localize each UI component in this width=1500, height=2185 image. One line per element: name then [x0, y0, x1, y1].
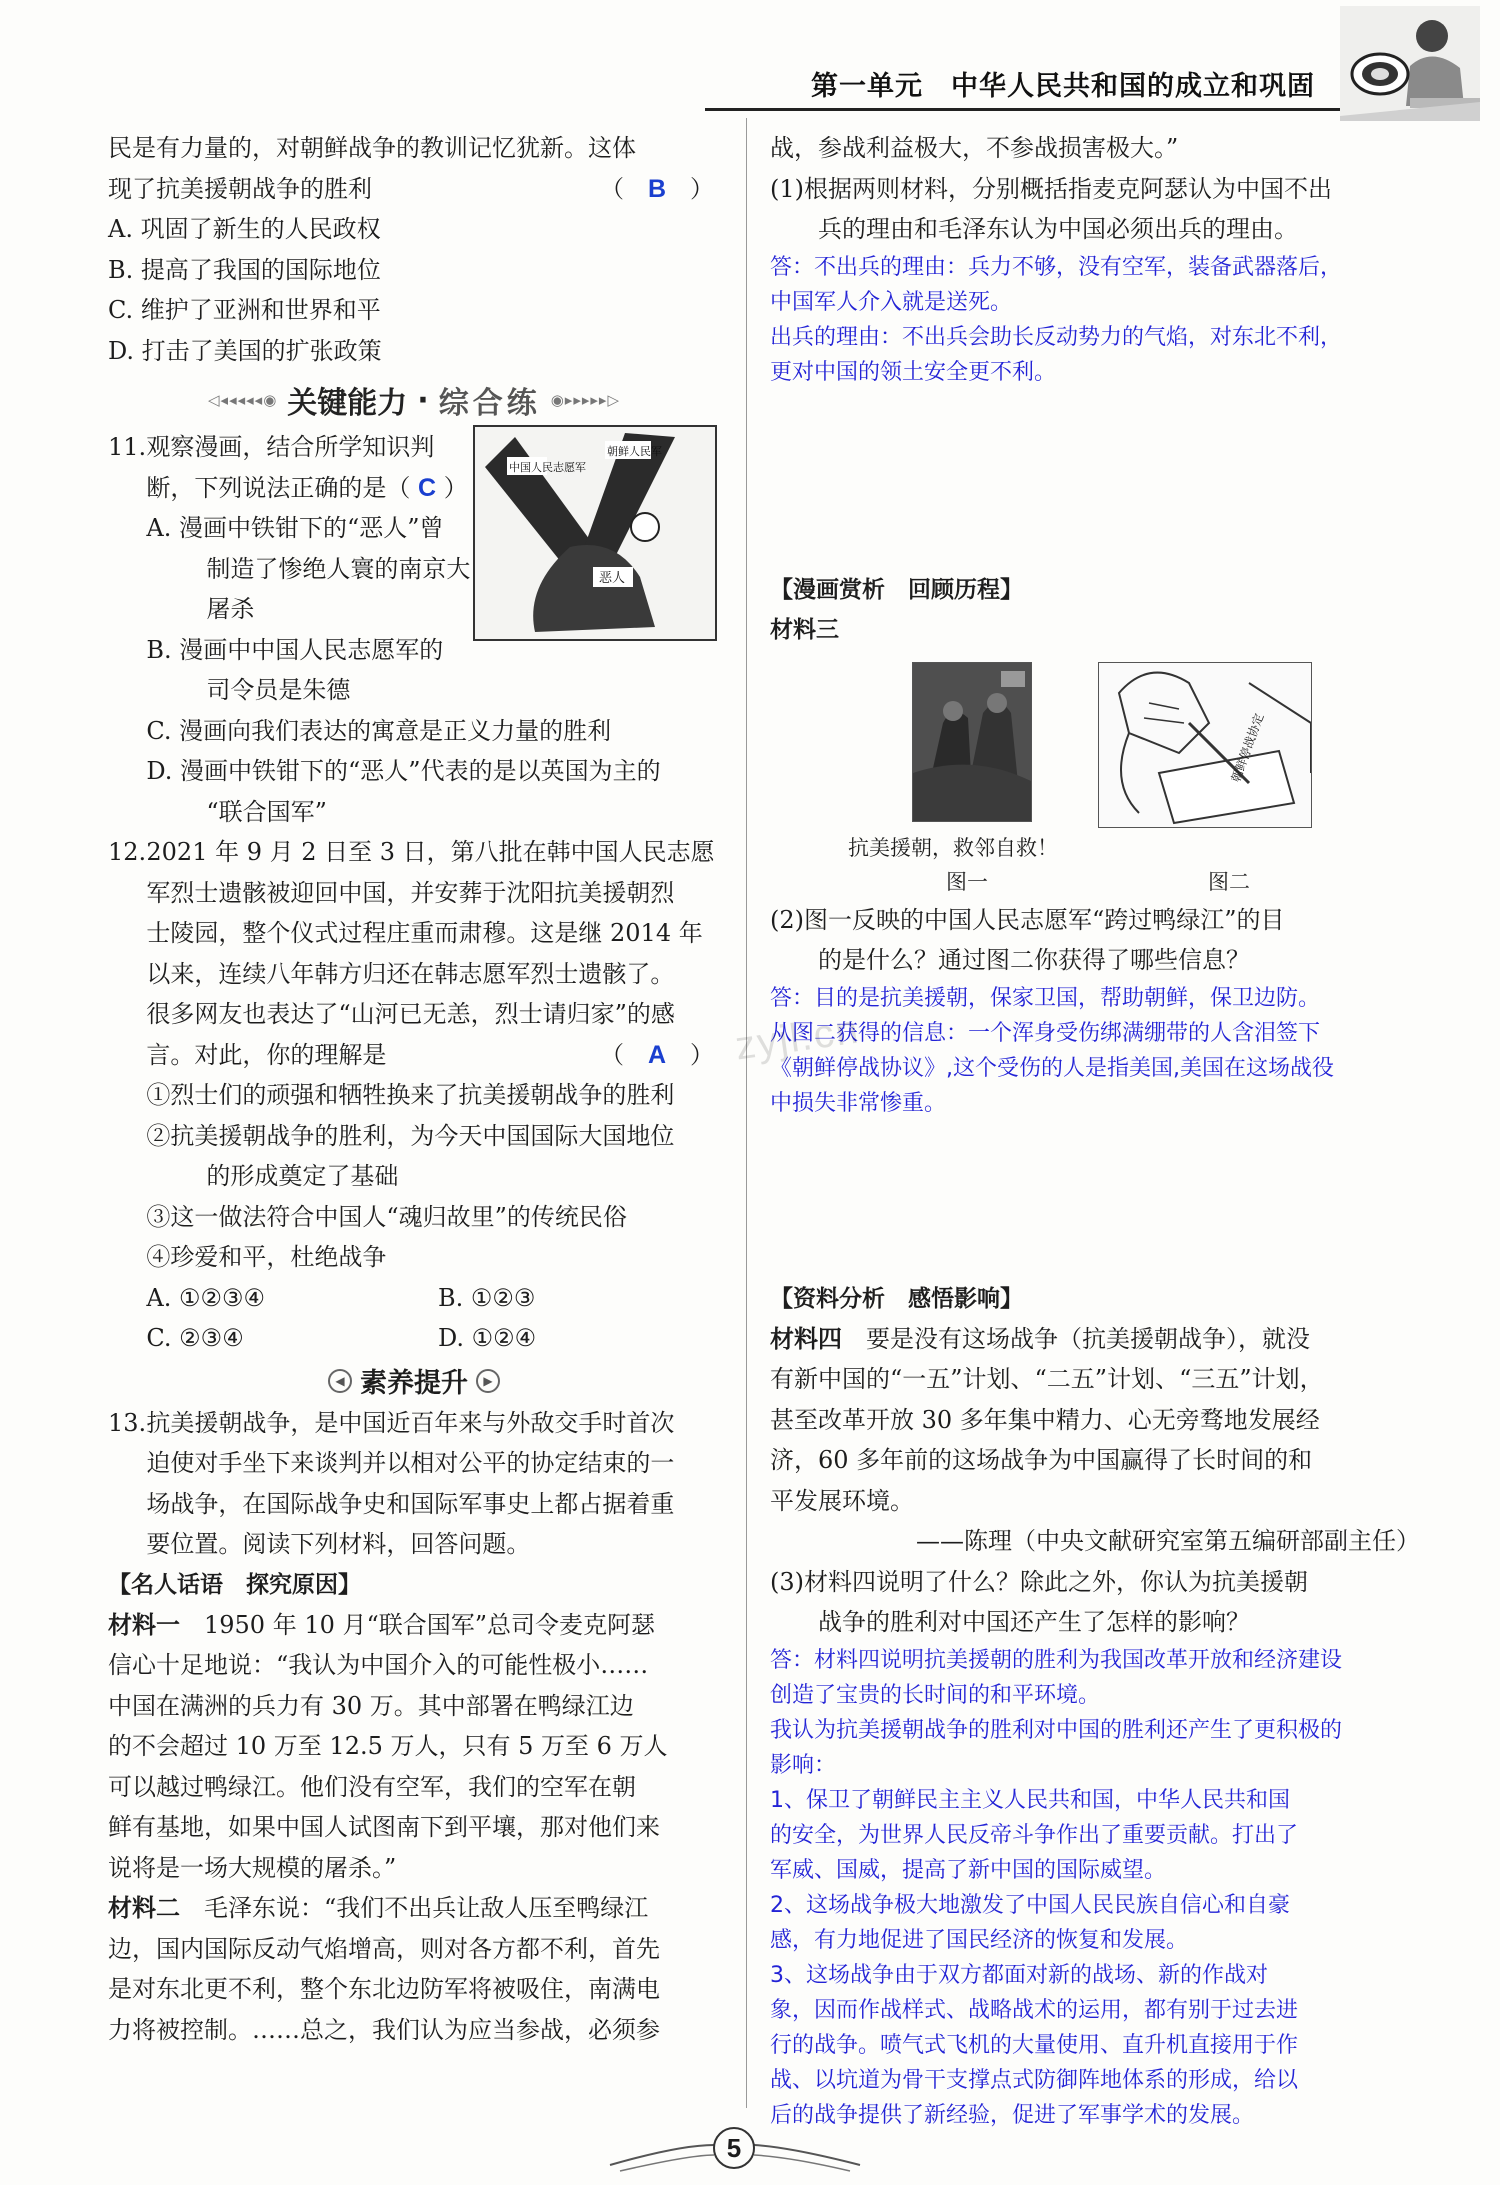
question-12: 12.2021 年 9 月 2 日至 3 日，第八批在韩中国人民志愿 军烈士遗骸被迎回中国，并安葬于沈阳抗美援朝烈 士陵园，整个仪式过程庄重而肃穆。这是继 2014 年 以来，连续八年韩方归还在韩志愿军烈士遗骸了。 很多网友也表达了“山河已无恙，烈士请归家”的感 言。对此，你的理解是 （ A ） ①烈士们的顽强和牺牲换来了抗美援朝战争的胜利 ②抗美援朝战争的胜利，为今天中国国际大国地位 的形成奠定了基础 ③这一做法符合中国人“魂归故里”的传统民俗 ④珍爱和平，杜绝战争 A. ①②③④ B. ①②③ C. ②③④ D. ①②④	[108, 832, 720, 1359]
student-reading-logo-icon	[1340, 6, 1480, 121]
cartoon-label-volunteers: 中国人民志愿军	[509, 461, 586, 474]
left-column: 民是有力量的，对朝鲜战争的教训记忆犹新。这体 现了抗美援朝战争的胜利 （ B ） A. 巩固了新生的人民政权 B. 提高了我国的国际地位 C. 维护了亚洲和世界和平 D. 打击了美国的扩张政策 ◁◂◂◂◂◂◉ 关键能力 · 综合练 ◉▸▸▸▸▸▷ 11.观察漫画，结合所学知识判 断，下列说法正确的是（ C ） A. 漫画中铁钳下的“恶人”曾 制造了惨绝人寰的南京大 屠杀 B. 漫画中中国人民志愿军的 司令员是朱德 C. 漫画向我们表达的寓意是正义力量的胜利 D. 漫画中铁钳下的“恶人”代表的是以英国为主的 “联合国军” 中国人民志愿军 朝鲜人民军 恶人 12.2021 年 9 月 2 日至 3 日，第八批在韩中国人民志愿 军烈士遗骸被迎回中国，并安葬于沈阳抗美援朝烈 士陵园，整个仪式过程庄重而肃穆。这是继 2014 年 以来，连续八年韩方归还在韩志愿军烈士遗骸了。 很多网友也表达了“山河已无恙，烈士请归家”的感 言。对此，你的理解是 （ A ） ①烈士们的顽强和牺牲换来了抗美援朝战争的胜利 ②抗美援朝战争的胜利，为今天中国国际大国地位 的形成奠定了基础 ③这一做法符合中国人“魂归故里”的传统民俗 ④珍爱和平，杜绝战争 A. ①②③④ B. ①②③ C. ②③④ D. ①②④ ◀ 素养提升 ▶ 13.抗美援朝战争，是中国近百年来与外敌交手时首次 迫使对手坐下来谈判并以相对公平的协定结束的一 场战争，在国际战争史和国际军事史上都占据着重 要位置。阅读下列材料，回答问题。 【名人话语 探究原因】 材料一 1950 年 10 月“联合国军”总司令麦克阿瑟 信心十足地说：“我认为中国介入的可能性极小…… 中国在满洲的兵力有 30 万。其中部署在鸭绿江边 的不会超过 10 万至 12.5 万人，只有 5 万至 6 万人 可以越过鸭绿江。他们没有空军，我们的空军在朝 鲜有基地，如果中国人试图南下到平壤，那对他们来 说将是一场大规模的屠杀。” 材料二 毛泽东说：“我们不出兵让敌人压至鸭绿江 边，国内国际反动气焰增高，则对各方都不利，首先 是对东北更不利，整个东北边防军将被吸住，南满电 力将被控制。……总之，我们认为应当参战，必须参	[108, 128, 720, 2050]
q10-option: C. 维护了亚洲和世界和平	[108, 296, 381, 324]
watermark: zyjl.cn	[732, 1007, 863, 1069]
left-arrows-icon: ◁◂◂◂◂◂◉	[208, 391, 278, 409]
figure-1-caption: 抗美援朝，救邻自救！	[848, 835, 1058, 860]
question-13-1: (1)根据两则材料，分别概括指麦克阿瑟认为中国不出	[770, 174, 1332, 203]
q12-answer-slot: （ A ）	[599, 1040, 714, 1069]
material-2-label: 材料二	[108, 1894, 180, 1922]
q12-statement: ③这一做法符合中国人“魂归故里”的传统民俗	[146, 1202, 627, 1231]
material-2-continued: 战，参战利益极大，不参战损害极大。”	[770, 134, 1179, 162]
page-header	[0, 0, 1500, 120]
answer-13-3: 答：材料四说明抗美援朝的胜利为我国改革开放和经济建设 创造了宝贵的长时间的和平环境。 我认为抗美援朝战争的胜利对中国的胜利还产生了更积极的 影响： 1、保卫了朝鲜民主主义人民共和国，中华人民共和国 的安全，为世界人民反帝斗争作出了重要贡献。打出了 军威、国威，提高了新中国的国际威望。 2、这场战争极大地激发了中国人民民族自信心和自豪 感，有力地促进了国民经济的恢复和发展。 3、这场战争由于双方都面对新的战场、新的作战对 象，因而作战样式、战略战术的运用，都有别于过去进 行的战争。喷气式飞机的大量使用、直升机直接用于作 战、以坑道为骨干支撑点式防御阵地体系的形成，给以 后的战争提供了新经验，促进了军事学术的发展。	[770, 1647, 1343, 2128]
figure-2-armistice-cartoon-image	[1098, 662, 1312, 828]
q11-answer: C	[418, 473, 437, 502]
section-banner-literacy	[108, 1359, 720, 1403]
right-column: 战，参战利益极大，不参战损害极大。” (1)根据两则材料，分别概括指麦克阿瑟认为中国不出 兵的理由和毛泽东认为中国必须出兵的理由。 答：不出兵的理由：兵力不够，没有空军，装备武器落后， 中国军人介入就是送死。 出兵的理由：不出兵会助长反动势力的气焰，对东北不利， 更对中国的领土安全更不利。 【漫画赏析 回顾历程】 材料三 朝鲜停战协定 抗美援朝，救邻自救！ 图一 图二 (2)图一反映的中国人民志愿军“跨过鸭绿江”的目 的是什么？通过图二你获得了哪些信息？ 答：目的是抗美援朝，保家卫国，帮助朝鲜，保卫边防。 从图二获得的信息：一个浑身受伤绑满绷带的人含泪签下 《朝鲜停战协议》,这个受伤的人是指美国,美国在这场战役 中损失非常惨重。 【资料分析 感悟影响】 材料四 要是没有这场战争（抗美援朝战争），就没 有新中国的“一五”计划、“二五”计划、“三五”计划， 甚至改革开放 30 多年集中精力、心无旁骛地发展经 济，60 多年前的这场战争为中国赢得了长时间的和 平发展环境。 ——陈理（中央文献研究室第五编研部副主任） (3)材料四说明了什么？除此之外，你认为抗美援朝 战争的胜利对中国还产生了怎样的影响？ 答：材料四说明抗美援朝的胜利为我国改革开放和经济建设 创造了宝贵的长时间的和平环境。 我认为抗美援朝战争的胜利对中国的胜利还产生了更积极的 影响： 1、保卫了朝鲜民主主义人民共和国，中华人民共和国 的安全，为世界人民反帝斗争作出了重要贡献。打出了 军威、国威，提高了新中国的国际威望。 2、这场战争极大地激发了中国人民民族自信心和自豪 感，有力地促进了国民经济的恢复和发展。 3、这场战争由于双方都面对新的战场、新的作战对 象，因而作战样式、战略战术的运用，都有别于过去进 行的战争。喷气式飞机的大量使用、直升机直接用于作 战、以坑道为骨干支撑点式防御阵地体系的形成，给以 后的战争提供了新经验，促进了军事学术的发展。	[770, 128, 1420, 2133]
header-rule	[705, 108, 1350, 111]
page-number: 5	[726, 2133, 742, 2163]
right-circle-icon: ▶	[476, 1369, 500, 1393]
q12-option-b: B. ①②③	[438, 1283, 536, 1312]
section-banner-key-ability: ◁◂◂◂◂◂◉ 关键能力 · 综合练 ◉▸▸▸▸▸▷	[108, 375, 720, 425]
q10-answer: B	[647, 174, 666, 203]
q12-statement: ④珍爱和平，杜绝战争	[146, 1243, 387, 1271]
material-1-label: 材料一	[108, 1610, 180, 1639]
figure-1-label: 图一	[946, 869, 988, 894]
answer-space	[770, 390, 1420, 570]
subheading-cartoons: 【漫画赏析 回顾历程】	[770, 576, 1023, 603]
subheading-quotes: 【名人话语 探究原因】	[108, 1571, 361, 1598]
pliers-cartoon-image	[473, 425, 717, 641]
right-arrows-icon: ◉▸▸▸▸▸▷	[550, 391, 620, 409]
question-13-2: (2)图一反映的中国人民志愿军“跨过鸭绿江”的目	[770, 905, 1285, 934]
figure-1-poster-image	[912, 662, 1032, 822]
figure-2-label: 图二	[1208, 869, 1250, 894]
material-4-source: ——陈理（中央文献研究室第五编研部副主任）	[916, 1527, 1420, 1555]
unit-title: 第一单元 中华人民共和国的成立和巩固	[811, 71, 1315, 102]
answer-space	[770, 1121, 1420, 1279]
q12-statement: ①烈士们的顽强和牺牲换来了抗美援朝战争的胜利	[146, 1081, 675, 1109]
cartoon-label-korean-army: 朝鲜人民军	[607, 445, 662, 458]
left-circle-icon: ◀	[328, 1369, 352, 1393]
question-13: 13.抗美援朝战争，是中国近百年来与外敌交手时首次 迫使对手坐下来谈判并以相对公平的协定结束的一 场战争，在国际战争史和国际军事史上都占据着重 要位置。阅读下列材料，回答问题。	[108, 1408, 675, 1558]
section-subtitle: 综合练	[438, 386, 541, 421]
q10-text-line: 民是有力量的，对朝鲜战争的教训记忆犹新。这体	[108, 134, 636, 162]
q11-option-c: C. 漫画向我们表达的寓意是正义力量的胜利	[146, 716, 612, 745]
question-11: 11.观察漫画，结合所学知识判 断，下列说法正确的是（ C ） A. 漫画中铁钳下的“恶人”曾 制造了惨绝人寰的南京大 屠杀 B. 漫画中中国人民志愿军的 司令员是朱德 C. 漫画向我们表达的寓意是正义力量的胜利 D. 漫画中铁钳下的“恶人”代表的是以英国为主的 “联合国军” 中国人民志愿军 朝鲜人民军 恶人	[108, 427, 720, 832]
q10-option: A. 巩固了新生的人民政权	[108, 215, 381, 243]
q11-option-a: A. 漫画中铁钳下的“恶人”曾	[146, 514, 444, 542]
material-3-label: 材料三	[770, 616, 839, 643]
q10-text-line: 现了抗美援朝战争的胜利 （ B ）	[108, 169, 720, 210]
cartoon-label-villain: 恶人	[599, 571, 626, 586]
answer-13-2: 答：目的是抗美援朝，保家卫国，帮助朝鲜，保卫边防。 从图二获得的信息：一个浑身受伤绑满绷带的人含泪签下 《朝鲜停战协议》,这个受伤的人是指美国,美国在这场战役 中损失非常惨重。	[770, 985, 1334, 1116]
q12-option-d: D. ①②④	[438, 1324, 537, 1352]
column-divider	[746, 118, 747, 2108]
mini-section-title: 素养提升	[360, 1368, 468, 1399]
subheading-data-analysis: 【资料分析 感悟影响】	[770, 1285, 1023, 1312]
q12-statement: ②抗美援朝战争的胜利，为今天中国国际大国地位	[146, 1121, 675, 1150]
q12-option-a: A. ①②③④	[146, 1283, 266, 1312]
q12-answer: A	[647, 1040, 666, 1069]
q10-answer-slot: （ B ）	[599, 174, 714, 203]
answer-13-1: 答：不出兵的理由：兵力不够，没有空军，装备武器落后， 中国军人介入就是送死。 出兵的理由：不出兵会助长反动势力的气焰，对东北不利， 更对中国的领土安全更不利。	[770, 254, 1343, 385]
q12-option-c: C. ②③④	[146, 1324, 244, 1352]
q10-option: D. 打击了美国的扩张政策	[108, 336, 382, 365]
material-3-figures	[770, 650, 1420, 900]
q10-option: B. 提高了我国的国际地位	[108, 255, 381, 284]
question-13-3: (3)材料四说明了什么？除此之外，你认为抗美援朝	[770, 1567, 1308, 1596]
section-title: 关键能力	[287, 386, 408, 421]
q11-option-d: D. 漫画中铁钳下的“恶人”代表的是以英国为主的	[146, 757, 661, 785]
q11-option-b: B. 漫画中中国人民志愿军的	[146, 635, 444, 664]
material-4-label: 材料四	[770, 1324, 842, 1353]
armistice-doc-text: 朝鲜停战协定	[1228, 711, 1267, 784]
